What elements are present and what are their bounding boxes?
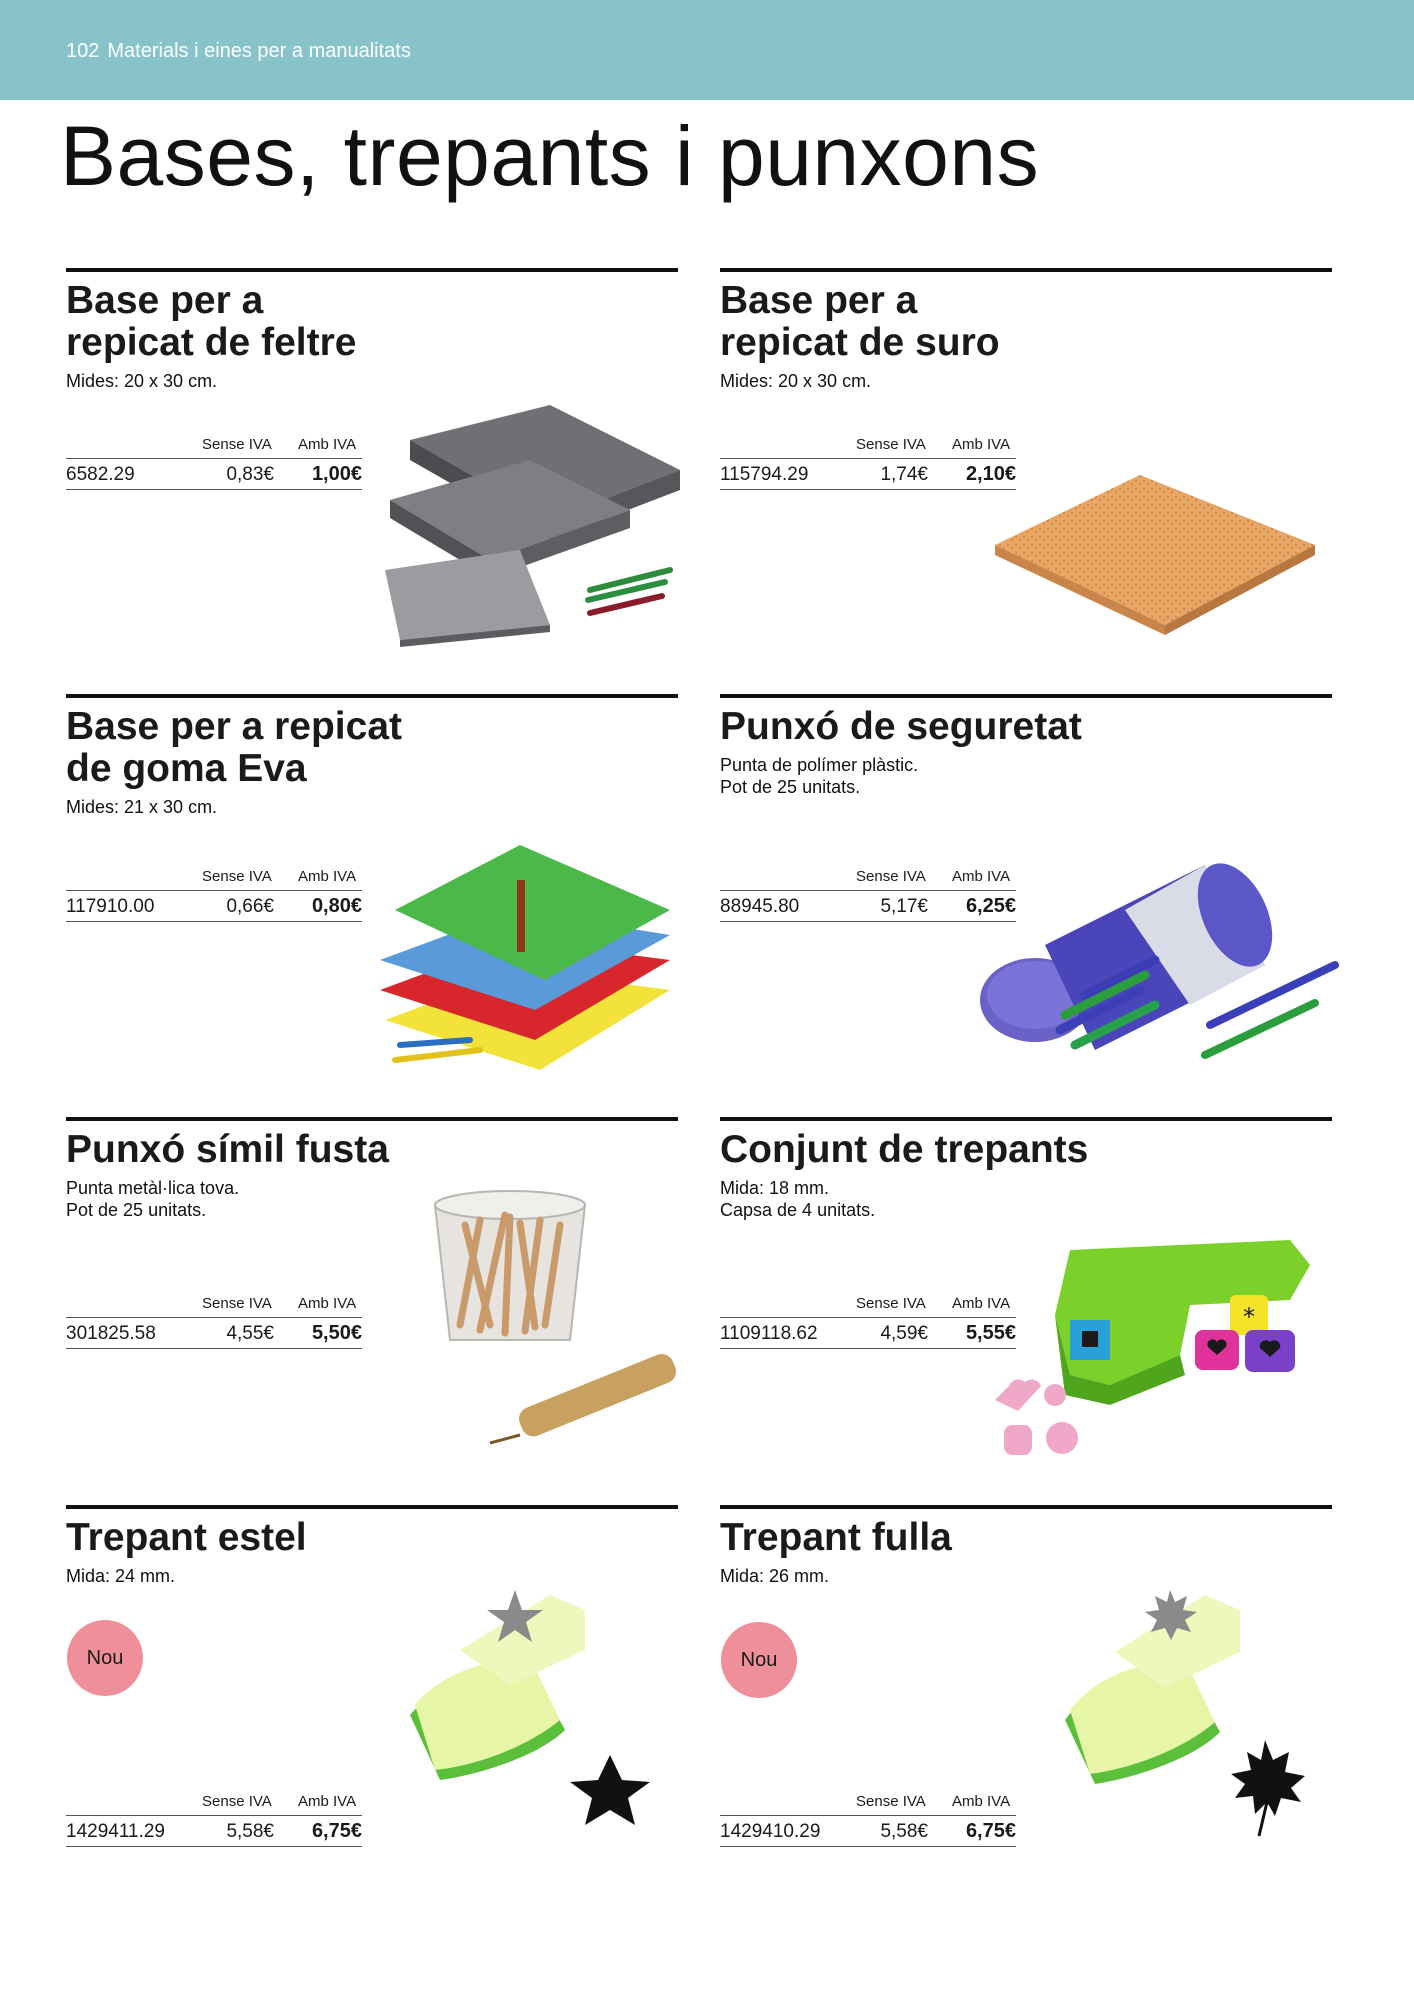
- safety-punch-pot-image: [975, 855, 1355, 1085]
- product-name: Punxó de seguretat: [720, 705, 1082, 748]
- sense-iva-header: Sense IVA: [202, 868, 272, 885]
- product-safety-punch: [720, 694, 1332, 917]
- price-with-vat: 6,75€: [311, 1820, 362, 1842]
- product-code: 115794.29: [720, 464, 809, 485]
- price-row: [66, 459, 362, 490]
- product-rule: [66, 694, 678, 698]
- price-row: [720, 1816, 1016, 1847]
- sense-iva-header: Sense IVA: [856, 1793, 926, 1810]
- price-with-vat: 6,25€: [965, 895, 1016, 917]
- product-name: Trepant fulla: [720, 1516, 952, 1559]
- cork-board-image: [990, 470, 1330, 650]
- product-description: Mida: 26 mm.: [720, 1566, 830, 1586]
- price-with-vat: 1,00€: [311, 463, 362, 485]
- product-description: Punta metàl·lica tova. Pot de 25 unitats.: [66, 1178, 240, 1220]
- price-table: [66, 868, 362, 922]
- price-with-vat: 6,75€: [965, 1820, 1016, 1842]
- amb-iva-header: Amb IVA: [952, 1793, 1011, 1810]
- sense-iva-header: Sense IVA: [202, 1295, 272, 1312]
- price-without-vat: 5,17€: [880, 896, 928, 917]
- punch-set-image: [990, 1225, 1320, 1470]
- price-row: [720, 891, 1016, 922]
- amb-iva-header: Amb IVA: [298, 436, 357, 453]
- price-table: [66, 1793, 362, 1847]
- price-table: [720, 1793, 1016, 1847]
- product-description: Mides: 21 x 30 cm.: [66, 797, 218, 817]
- price-table: [720, 436, 1016, 490]
- product-code: 1429410.29: [720, 1821, 821, 1842]
- product-rule: [720, 1117, 1332, 1121]
- amb-iva-header: Amb IVA: [952, 868, 1011, 885]
- price-row: [66, 1816, 362, 1847]
- product-name: Base per a repicat de suro: [720, 279, 1000, 364]
- product-description: Mida: 18 mm. Capsa de 4 unitats.: [720, 1178, 876, 1220]
- price-row: [720, 459, 1016, 490]
- page-title: Bases, trepants i punxons: [60, 109, 1040, 203]
- price-row: [66, 891, 362, 922]
- price-row: [66, 1318, 362, 1349]
- price-without-vat: 4,59€: [880, 1323, 928, 1344]
- product-code: 6582.29: [66, 464, 135, 485]
- product-description: Mida: 24 mm.: [66, 1566, 176, 1586]
- price-with-vat: 5,55€: [965, 1322, 1016, 1344]
- price-with-vat: 0,80€: [311, 895, 362, 917]
- product-description: Mides: 20 x 30 cm.: [720, 371, 872, 391]
- product-rule: [66, 1505, 678, 1509]
- running-header: [66, 40, 411, 63]
- price-table: [720, 868, 1016, 922]
- product-punch-set: [720, 1117, 1332, 1344]
- amb-iva-header: Amb IVA: [952, 436, 1011, 453]
- product-cork-base: [720, 268, 1332, 485]
- new-badge: Nou: [67, 1620, 143, 1696]
- product-rule: [66, 268, 678, 272]
- price-table: [66, 1295, 362, 1349]
- product-name: Base per a repicat de feltre: [66, 279, 357, 364]
- product-description: Mides: 20 x 30 cm.: [66, 371, 218, 391]
- price-without-vat: 0,83€: [226, 464, 274, 485]
- price-without-vat: 5,58€: [226, 1821, 274, 1842]
- price-without-vat: 5,58€: [880, 1821, 928, 1842]
- page-number: 102: [66, 40, 100, 62]
- amb-iva-header: Amb IVA: [298, 868, 357, 885]
- sense-iva-header: Sense IVA: [856, 1295, 926, 1312]
- sense-iva-header: Sense IVA: [856, 868, 926, 885]
- product-rule: [720, 1505, 1332, 1509]
- product-description: Punta de polímer plàstic. Pot de 25 unitats.: [720, 755, 919, 797]
- price-without-vat: 1,74€: [880, 464, 928, 485]
- star-punch-image: [400, 1580, 670, 1830]
- new-badge: Nou: [721, 1622, 797, 1698]
- product-code: 1109118.62: [720, 1323, 818, 1344]
- eva-sheets-image: [370, 840, 690, 1080]
- product-name: Punxó símil fusta: [66, 1128, 389, 1171]
- product-code: 301825.58: [66, 1323, 156, 1344]
- product-code: 88945.80: [720, 896, 800, 917]
- product-code: 1429411.29: [66, 1821, 165, 1842]
- price-without-vat: 4,55€: [226, 1323, 274, 1344]
- felt-pads-image: [370, 400, 690, 650]
- amb-iva-header: Amb IVA: [952, 1295, 1011, 1312]
- product-rule: [66, 1117, 678, 1121]
- product-name: Conjunt de trepants: [720, 1128, 1089, 1171]
- price-row: [720, 1318, 1016, 1349]
- price-table: [720, 1295, 1016, 1349]
- sense-iva-header: Sense IVA: [202, 1793, 272, 1810]
- wood-punch-pot-image: [420, 1175, 680, 1465]
- product-felt-base: [66, 268, 678, 485]
- sense-iva-header: Sense IVA: [856, 436, 926, 453]
- product-rule: [720, 694, 1332, 698]
- product-name: Trepant estel: [66, 1516, 307, 1559]
- amb-iva-header: Amb IVA: [298, 1793, 357, 1810]
- amb-iva-header: Amb IVA: [298, 1295, 357, 1312]
- price-table: [66, 436, 362, 490]
- product-code: 117910.00: [66, 896, 155, 917]
- price-without-vat: 0,66€: [226, 896, 274, 917]
- price-with-vat: 2,10€: [965, 463, 1016, 485]
- product-name: Base per a repicat de goma Eva: [66, 705, 403, 790]
- product-eva-base: [66, 694, 678, 917]
- section-title: Materials i eines per a manualitats: [107, 40, 411, 62]
- sense-iva-header: Sense IVA: [202, 436, 272, 453]
- product-rule: [720, 268, 1332, 272]
- price-with-vat: 5,50€: [311, 1322, 362, 1344]
- leaf-punch-image: [1055, 1580, 1325, 1840]
- svg-text:*: *: [1243, 1303, 1255, 1331]
